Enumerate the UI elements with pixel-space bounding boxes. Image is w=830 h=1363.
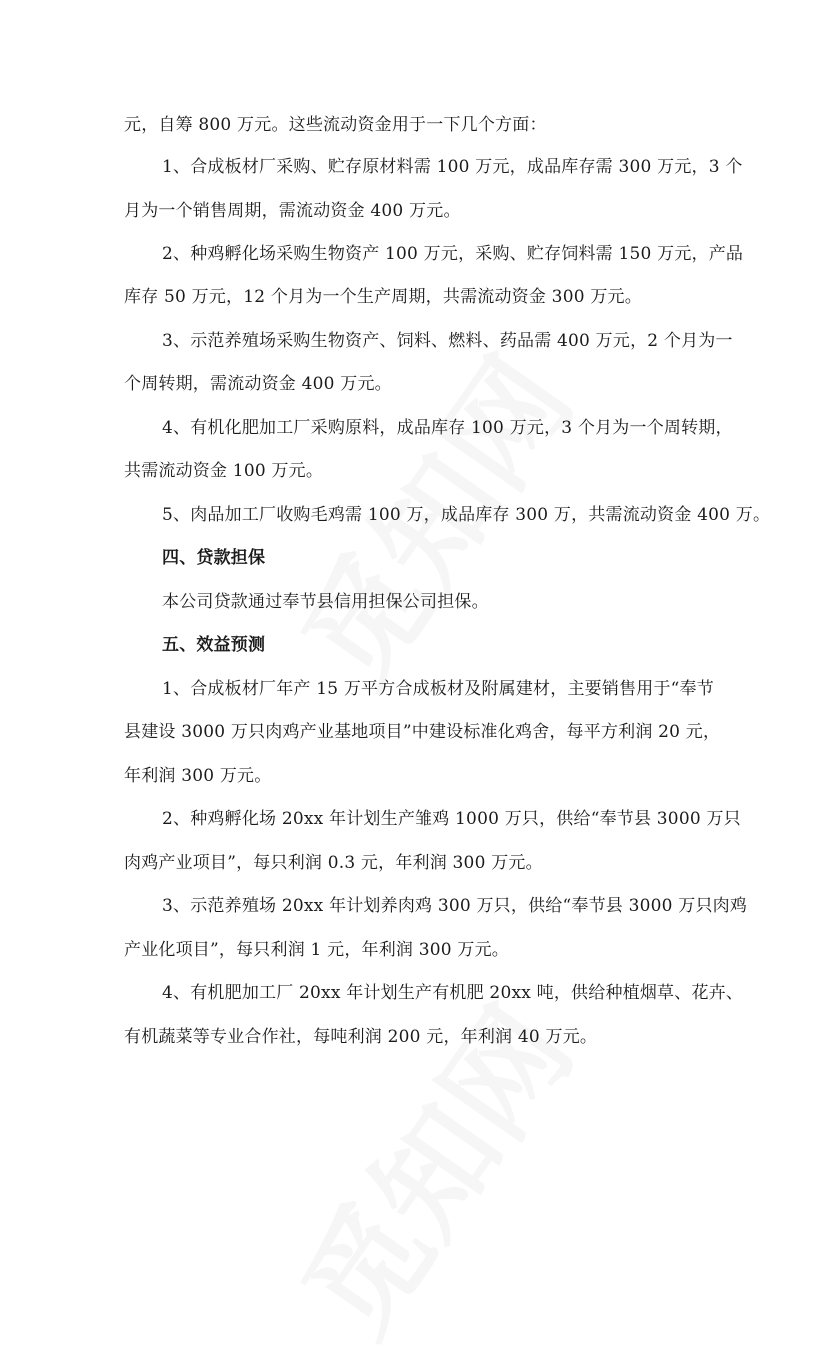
- section-heading: 四、贷款担保: [162, 548, 266, 568]
- text-line: 4、有机化肥加工厂采购原料，成品库存 100 万元，3 个月为一个周转期，: [162, 418, 733, 438]
- text-line: 县建设 3000 万只肉鸡产业基地项目”中建设标准化鸡舍，每平方利润 20 元，: [124, 722, 721, 742]
- text-line: 1、合成板材厂年产 15 万平方合成板材及附属建材，主要销售用于“奉节: [162, 679, 714, 699]
- text-line: 5、肉品加工厂收购毛鸡需 100 万，成品库存 300 万，共需流动资金 400 万。: [162, 505, 771, 525]
- text-line: 4、有机肥加工厂 20xx 年计划生产有机肥 20xx 吨，供给种植烟草、花卉、: [162, 983, 744, 1003]
- text-line: 2、种鸡孵化场 20xx 年计划生产雏鸡 1000 万只，供给“奉节县 3000 万只: [162, 809, 741, 829]
- text-line: 元，自筹 800 万元。这些流动资金用于一下几个方面：: [124, 115, 547, 135]
- text-line: 有机蔬菜等专业合作社，每吨利润 200 元，年利润 40 万元。: [124, 1027, 598, 1047]
- text-line: 共需流动资金 100 万元。: [124, 461, 324, 481]
- text-line: 产业化项目”，每只利润 1 元，年利润 300 万元。: [124, 940, 509, 960]
- text-line: 肉鸡产业项目”，每只利润 0.3 元，年利润 300 万元。: [124, 853, 543, 873]
- text-line: 个周转期，需流动资金 400 万元。: [124, 374, 392, 394]
- text-line: 本公司贷款通过奉节县信用担保公司担保。: [162, 592, 489, 612]
- text-line: 2、种鸡孵化场采购生物资产 100 万元，采购、贮存饲料需 150 万元，产品: [162, 244, 744, 264]
- text-line: 3、示范养殖场 20xx 年计划养肉鸡 300 万只，供给“奉节县 3000 万只肉鸡: [162, 896, 748, 916]
- text-line: 3、示范养殖场采购生物资产、饲料、燃料、药品需 400 万元，2 个月为一: [162, 331, 733, 351]
- text-line: 月为一个销售周期，需流动资金 400 万元。: [124, 201, 461, 221]
- text-line: 库存 50 万元，12 个月为一个生产周期，共需流动资金 300 万元。: [124, 287, 642, 307]
- text-line: 1、合成板材厂采购、贮存原材料需 100 万元，成品库存需 300 万元，3 个: [162, 157, 743, 177]
- text-line: 年利润 300 万元。: [124, 766, 272, 786]
- section-heading: 五、效益预测: [162, 635, 266, 655]
